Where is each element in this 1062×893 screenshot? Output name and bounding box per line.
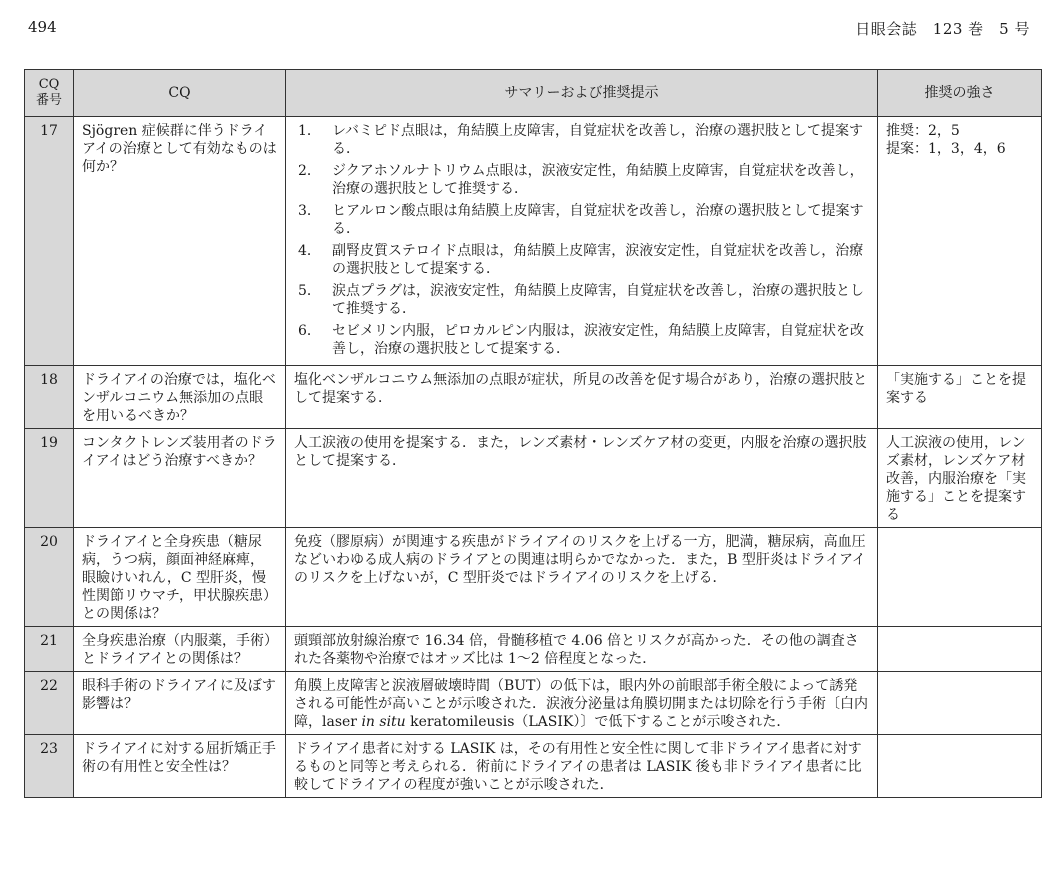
cq-summary: 塩化ベンザルコニウム無添加の点眼が症状，所見の改善を促す場合があり，治療の選択肢として提案する． xyxy=(286,366,878,429)
cq-question: コンタクトレンズ装用者のドライアイはどう治療すべきか？ xyxy=(74,429,286,528)
summary-item xyxy=(294,202,869,238)
cq-summary: 人工涙液の使用を提案する．また，レンズ素材・レンズケア材の変更，内服を治療の選択肢として提案する． xyxy=(286,429,878,528)
cq-number: 21 xyxy=(25,627,74,672)
summary-italic-term: in situ xyxy=(361,714,406,730)
table-header-row xyxy=(25,70,1042,117)
journal-header: 日眼会誌 123 巻 5 号 xyxy=(855,20,1030,38)
table-row xyxy=(25,117,1042,366)
summary-text-part: 角膜上皮障害と涙液層破壊時間（BUT）の低下は，眼内外の前眼部手術全般によって誘発される可能性が高いことが示唆された．涙液分泌量は角膜切開または切除を行う手術〔白内障，laser xyxy=(294,678,868,730)
cq-strength xyxy=(878,627,1042,672)
cq-strength xyxy=(878,117,1042,366)
cq-question: ドライアイの治療では，塩化ベンザルコニウム無添加の点眼を用いるべきか？ xyxy=(74,366,286,429)
page-number: 494 xyxy=(28,18,57,36)
cq-summary xyxy=(286,117,878,366)
cq-question: 全身疾患治療（内服薬，手術）とドライアイとの関係は？ xyxy=(74,627,286,672)
summary-item-number: 4． xyxy=(298,243,321,259)
cq-strength xyxy=(878,672,1042,735)
header-cq-number: CQ 番号 xyxy=(25,70,74,117)
cq-summary: 頭頸部放射線治療で 16.34 倍，骨髄移植で 4.06 倍とリスクが高かった．その他の調査された各薬物や治療ではオッズ比は 1～2 倍程度となった． xyxy=(286,627,878,672)
summary-item xyxy=(294,322,869,358)
cq-summary: ドライアイ患者に対する LASIK は，その有用性と安全性に関して非ドライアイ患者に対するものと同等と考えられる．術前にドライアイの患者は LASIK 後も非ドライアイ患者に比較してドライアイの程度が強いことが示唆された． xyxy=(286,735,878,798)
cq-number: 20 xyxy=(25,528,74,627)
cq-strength xyxy=(878,528,1042,627)
summary-item xyxy=(294,162,869,198)
cq-strength: 人工涙液の使用，レンズ素材，レンズケア材改善，内服治療を「実施する」ことを提案する xyxy=(878,429,1042,528)
cq-strength: 「実施する」ことを提案する xyxy=(878,366,1042,429)
table-row xyxy=(25,627,1042,672)
header-strength: 推奨の強さ xyxy=(878,70,1042,117)
summary-item-number: 1． xyxy=(298,123,321,139)
summary-list xyxy=(294,122,869,358)
cq-strength xyxy=(878,735,1042,798)
cq-number: 17 xyxy=(25,117,74,366)
summary-text-part: keratomileusis（LASIK）〕で低下することが示唆された． xyxy=(405,714,791,730)
header-cq: CQ xyxy=(74,70,286,117)
cq-question: 眼科手術のドライアイに及ぼす影響は？ xyxy=(74,672,286,735)
summary-item-number: 6． xyxy=(298,323,321,339)
cq-number: 18 xyxy=(25,366,74,429)
table-row xyxy=(25,528,1042,627)
summary-item-text: 副腎皮質ステロイド点眼は，角結膜上皮障害，涙液安定性，自覚症状を改善し，治療の選択肢として提案する． xyxy=(332,243,864,277)
cq-number: 19 xyxy=(25,429,74,528)
summary-item xyxy=(294,122,869,158)
table-row xyxy=(25,429,1042,528)
table-row xyxy=(25,735,1042,798)
header-summary: サマリーおよび推奨提示 xyxy=(286,70,878,117)
summary-item-text: レバミピド点眼は，角結膜上皮障害，自覚症状を改善し，治療の選択肢として提案する． xyxy=(332,123,864,157)
summary-item-text: ジクアホソルナトリウム点眼は，涙液安定性，角結膜上皮障害，自覚症状を改善し，治療の選択肢として推奨する． xyxy=(332,163,864,197)
cq-question: ドライアイと全身疾患（糖尿病，うつ病，顔面神経麻痺，眼瞼けいれん，C 型肝炎，慢性関節リウマチ，甲状腺疾患）との関係は？ xyxy=(74,528,286,627)
table-row xyxy=(25,366,1042,429)
table-row xyxy=(25,672,1042,735)
summary-item-text: セビメリン内服，ピロカルピン内服は，涙液安定性，角結膜上皮障害，自覚症状を改善し，治療の選択肢として提案する． xyxy=(332,323,864,357)
strength-line: 推奨：2，5 xyxy=(886,123,960,139)
cq-number: 23 xyxy=(25,735,74,798)
summary-item-text: 涙点プラグは，涙液安定性，角結膜上皮障害，自覚症状を改善し，治療の選択肢として推奨する． xyxy=(332,283,864,317)
cq-number: 22 xyxy=(25,672,74,735)
summary-item xyxy=(294,242,869,278)
cq-summary: 免疫（膠原病）が関連する疾患がドライアイのリスクを上げる一方，肥満，糖尿病，高血圧などいわゆる成人病のドライアとの関連は明らかでなかった．また，B 型肝炎はドライアイのリスクを上げないが，C 型肝炎ではドライアイのリスクを上げる． xyxy=(286,528,878,627)
strength-line: 提案：1，3，4，6 xyxy=(886,141,1006,157)
summary-item xyxy=(294,282,869,318)
cq-question: Sjögren 症候群に伴うドライアイの治療として有効なものは何か？ xyxy=(74,117,286,366)
summary-item-text: ヒアルロン酸点眼は角結膜上皮障害，自覚症状を改善し，治療の選択肢として提案する． xyxy=(332,203,864,237)
summary-item-number: 3． xyxy=(298,203,321,219)
cq-table xyxy=(24,69,1042,798)
summary-item-number: 2． xyxy=(298,163,321,179)
cq-question: ドライアイに対する屈折矯正手術の有用性と安全性は？ xyxy=(74,735,286,798)
cq-summary xyxy=(286,672,878,735)
summary-item-number: 5． xyxy=(298,283,321,299)
